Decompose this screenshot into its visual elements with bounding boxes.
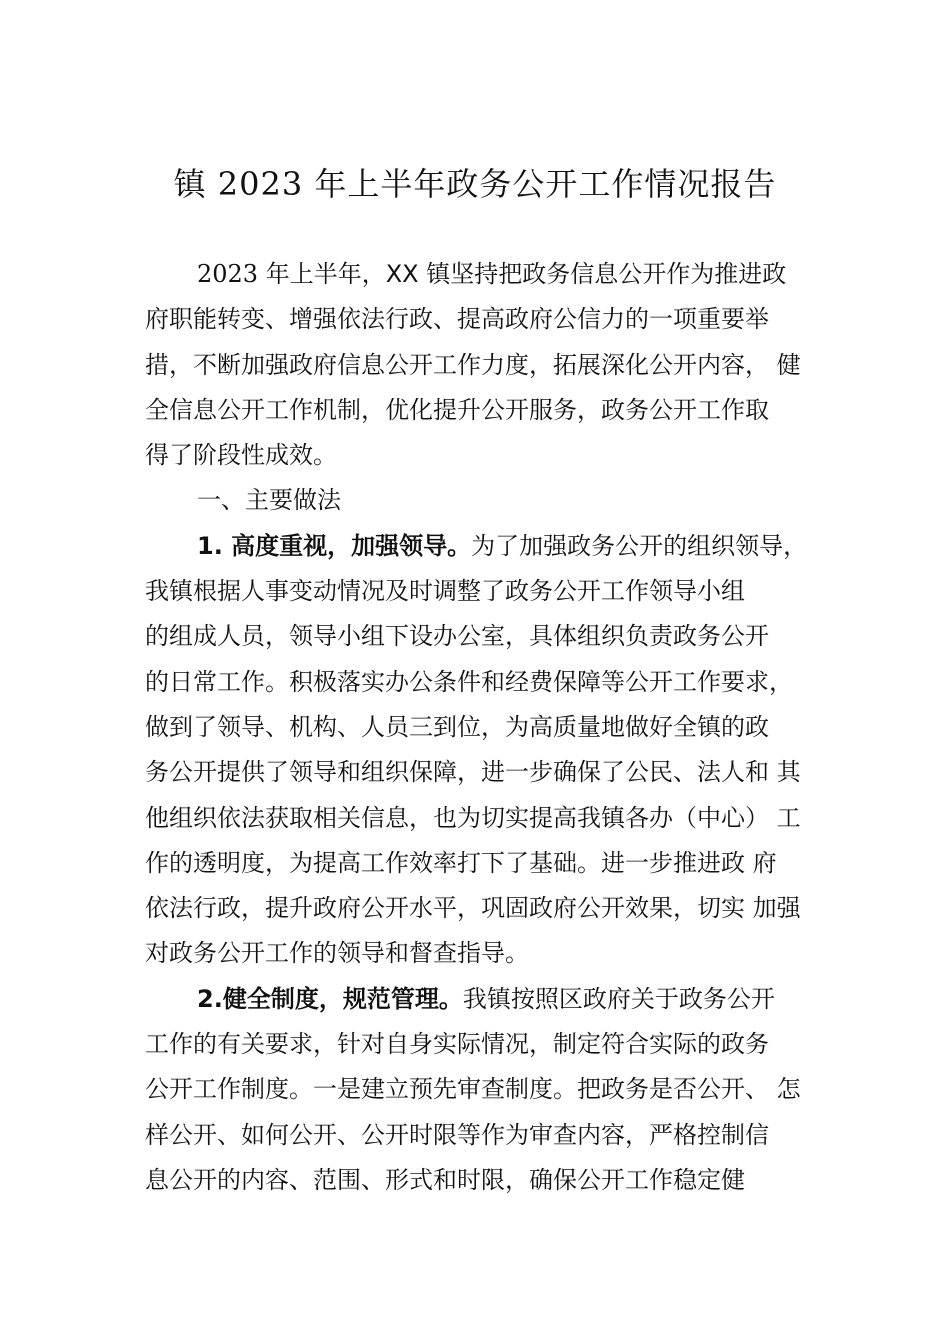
paragraph-line: 依法行政，提升政府公开水平，巩固政府公开效果，切实 加强	[145, 894, 801, 923]
paragraph-text: 为了加强政务公开的组织领导，	[471, 531, 808, 560]
paragraph-line: 做到了领导、机构、人员三到位，为高质量地做好全镇的政	[145, 712, 769, 741]
paragraph-line	[145, 252, 845, 297]
paragraph-line: 府职能转变、增强依法行政、提高政府公信力的一项重要举	[145, 305, 769, 334]
item-lead: 2.健全制度，规范管理。	[197, 984, 463, 1013]
paragraph-line: 我镇根据人事变动情况及时调整了政务公开工作领导小组	[145, 577, 745, 606]
paragraph-line: 他组织依法获取相关信息，也为切实提高我镇各办（中心） 工	[145, 803, 801, 832]
document-title: 镇 2023 年上半年政务公开工作情况报告	[173, 165, 777, 203]
paragraph-line	[145, 977, 845, 1022]
item-lead: 1. 高度重视，加强领导。	[197, 531, 472, 560]
paragraph-line: 公开工作制度。一是建立预先审查制度。把政务是否公开、 怎	[145, 1075, 801, 1104]
paragraph-line: 工作的有关要求，针对自身实际情况，制定符合实际的政务	[145, 1030, 769, 1059]
paragraph-text: 我镇按照区政府关于政务公开	[462, 984, 775, 1013]
paragraph-line	[145, 524, 845, 569]
paragraph-line: 的组成人员，领导小组下设办公室，具体组织负责政务公开	[145, 622, 769, 651]
paragraph-line: 得了阶段性成效。	[145, 441, 337, 470]
paragraph-line: 全信息公开工作机制，优化提升公开服务，政务公开工作取	[145, 395, 769, 424]
paragraph-line: 息公开的内容、范围、形式和时限，确保公开工作稳定健	[145, 1165, 745, 1194]
paragraph-text: 年上半年，XX 镇坚持把政务信息公开作为推进政	[258, 260, 787, 288]
paragraph-line: 措，不断加强政府信息公开工作力度，拓展深化公开内容， 健	[145, 350, 801, 379]
paragraph-line: 对政务公开工作的领导和督查指导。	[145, 939, 529, 968]
paragraph-line: 的日常工作。积极落实办公条件和经费保障等公开工作要求，	[145, 667, 793, 696]
paragraph-line: 务公开提供了领导和组织保障，进一步确保了公民、法人和 其	[145, 758, 801, 787]
section-heading: 一、主要做法	[197, 486, 341, 515]
paragraph-line: 样公开、如何公开、公开时限等作为审查内容，严格控制信	[145, 1120, 769, 1149]
document-body	[145, 252, 845, 1203]
paragraph-line: 作的透明度，为提高工作效率打下了基础。进一步推进政 府	[145, 848, 777, 877]
year-text: 2023	[197, 260, 259, 288]
